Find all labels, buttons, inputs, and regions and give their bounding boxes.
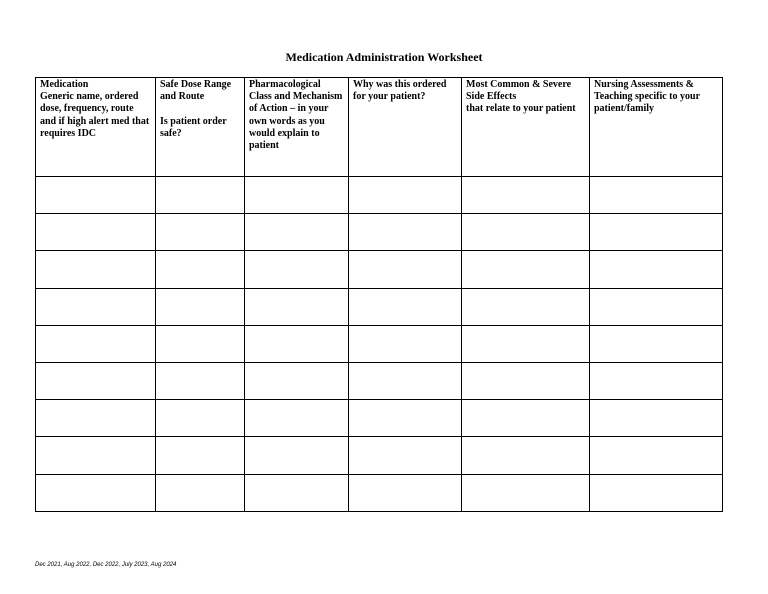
entry-cell[interactable] [590,437,723,474]
entry-cell[interactable] [590,251,723,288]
header-line [160,103,240,115]
header-line: Most Common & Severe Side Effects [466,79,574,103]
entry-cell[interactable] [349,474,462,511]
entry-cell[interactable] [462,474,590,511]
header-why-ordered [349,78,462,177]
entry-cell[interactable] [349,362,462,399]
entry-cell[interactable] [349,437,462,474]
table-row [36,437,723,474]
header-line: Safe Dose Range and Route [160,79,234,103]
entry-cell[interactable] [349,214,462,251]
entry-cell[interactable] [36,362,156,399]
worksheet-table [35,77,723,512]
entry-cell[interactable] [36,177,156,214]
table-row [36,474,723,511]
entry-cell[interactable] [349,251,462,288]
entry-cell[interactable] [36,437,156,474]
entry-cell[interactable] [462,400,590,437]
entry-cell[interactable] [245,437,349,474]
header-line: Medication [40,79,89,90]
entry-cell[interactable] [590,214,723,251]
entry-cell[interactable] [245,177,349,214]
entry-cell[interactable] [349,288,462,325]
revision-dates: Dec 2021, Aug 2022, Dec 2022, July 2023, Aug 2024 [35,562,177,568]
entry-cell[interactable] [156,288,245,325]
entry-cell[interactable] [245,362,349,399]
entry-cell[interactable] [590,288,723,325]
entry-cell[interactable] [349,400,462,437]
entry-cell[interactable] [462,362,590,399]
entry-cell[interactable] [590,474,723,511]
entry-cell[interactable] [36,251,156,288]
entry-cell[interactable] [156,437,245,474]
header-row [36,78,723,177]
header-line: Nursing Assessments & Teaching specific to your patient/family [594,79,703,115]
table-row [36,177,723,214]
entry-cell[interactable] [36,325,156,362]
entry-cell[interactable] [462,214,590,251]
header-line: Why was this ordered for your patient? [353,79,449,103]
header-medication [36,78,156,177]
table-row [36,362,723,399]
entry-cell[interactable] [36,474,156,511]
entry-cell[interactable] [590,362,723,399]
entry-cell[interactable] [590,325,723,362]
header-line: Generic name, ordered dose, frequency, route and if high alert med that requires IDC [40,91,152,139]
entry-cell[interactable] [156,251,245,288]
entry-cell[interactable] [156,214,245,251]
table-row [36,288,723,325]
entry-cell[interactable] [462,325,590,362]
worksheet-title: Medication Administration Worksheet [285,50,483,64]
entry-cell[interactable] [462,437,590,474]
table-row [36,251,723,288]
header-nursing-assessments [590,78,723,177]
entry-cell[interactable] [36,400,156,437]
header-line: Is patient order safe? [160,115,229,139]
entry-cell[interactable] [462,251,590,288]
entry-cell[interactable] [349,325,462,362]
entry-cell[interactable] [245,251,349,288]
entry-cell[interactable] [245,400,349,437]
header-line: that relate to your patient [466,103,576,115]
table-row [36,214,723,251]
entry-cell[interactable] [462,288,590,325]
entry-cell[interactable] [36,288,156,325]
entry-cell[interactable] [36,214,156,251]
entry-cell[interactable] [590,177,723,214]
entry-cell[interactable] [349,177,462,214]
entry-cell[interactable] [462,177,590,214]
entry-cell[interactable] [245,325,349,362]
header-safe-dose [156,78,245,177]
entry-cell[interactable] [590,400,723,437]
entry-cell[interactable] [245,288,349,325]
entry-cell[interactable] [156,400,245,437]
header-side-effects [462,78,590,177]
entry-cell[interactable] [156,362,245,399]
header-pharmacological-class [245,78,349,177]
entry-cell[interactable] [156,177,245,214]
header-line: Pharmacological Class and Mechanism of Action – in your own words as you would explain to patient [249,79,345,152]
entry-cell[interactable] [156,325,245,362]
table-row [36,325,723,362]
entry-cell[interactable] [245,474,349,511]
entry-cell[interactable] [156,474,245,511]
table-row [36,400,723,437]
entry-cell[interactable] [245,214,349,251]
